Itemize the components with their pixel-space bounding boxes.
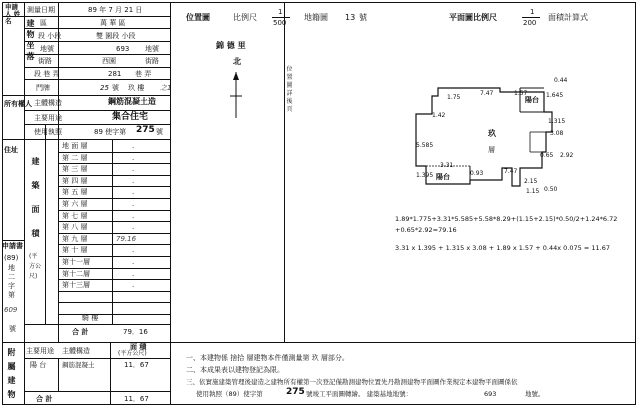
floor-row-value: . <box>132 200 135 208</box>
section-label: 段 小段 <box>38 32 62 40</box>
floor-row-value: . <box>132 246 135 255</box>
plan-scale-den: 200 <box>523 19 537 27</box>
location-scale-label: 比例尺 <box>233 13 257 22</box>
location-scale-den: 500 <box>273 19 287 27</box>
total-value: 79．16 <box>123 328 148 336</box>
north-arrow-icon <box>228 70 244 120</box>
sheet-suffix: 號 <box>359 13 367 22</box>
annex-area-unit: (平方公尺) <box>118 350 147 357</box>
license-value: 89 使字第 <box>94 128 127 136</box>
street-value: 西園 <box>102 57 116 65</box>
license-number: 275 <box>136 125 155 135</box>
door-floor: 玖 樓 <box>128 84 145 92</box>
applicant-label: 申請人 姓名 <box>5 3 21 25</box>
plan-dimension-label: 1.57 <box>514 90 528 97</box>
plan-dimension-label: 2.92 <box>560 152 574 159</box>
license-suffix: 號 <box>156 128 163 136</box>
arcade-label: 騎 樓 <box>82 314 99 322</box>
area-side-label-3: 號 <box>9 325 16 333</box>
floor-row-name: 第 十 層 <box>62 246 88 255</box>
address-label: 住址 <box>4 146 18 154</box>
floor-row-name: 第 三 層 <box>62 165 88 174</box>
plan-dimension-label: 1.42 <box>432 112 446 119</box>
document-frame <box>2 2 636 405</box>
district-label: 區 <box>40 19 47 27</box>
floor-row-value: . <box>132 258 135 266</box>
plan-dimension-label: 0.93 <box>470 170 484 177</box>
room-label-floor: 玖 <box>488 129 496 138</box>
plan-dimension-label: 1.395 <box>416 172 434 179</box>
plan-dimension-label: 7.47 <box>504 168 518 175</box>
plan-dimension-label: 0.65 <box>540 152 554 159</box>
structure-label: 主體構造 <box>34 99 62 107</box>
annex-side-label: 附屬建物 <box>7 348 16 399</box>
door-no-value: 25 <box>100 84 109 92</box>
note-2: 二、本成果表以建物登記為限。 <box>186 366 284 374</box>
sheet-label: 地籍圖 <box>304 13 328 22</box>
floor-row-name: 第 七 層 <box>62 211 88 220</box>
lane-label: 段 巷 弄 <box>34 70 60 78</box>
annex-row-use: 陽 台 <box>30 361 47 369</box>
floor-row-value: . <box>132 176 135 185</box>
lot-value: 693 <box>116 45 130 53</box>
note-3-lot: 693 <box>484 390 497 398</box>
area-name: 錦 德 里 <box>216 41 246 50</box>
area-unit: (平方公尺) <box>29 253 42 280</box>
floor-plan-title: 平面圖比例尺 <box>449 13 497 22</box>
note-1: 一、本建物係 捨拾 層建物本件僅測量第 玖 層部分。 <box>186 354 349 362</box>
handwritten-number: 609 <box>4 306 18 314</box>
floor-row-name: 第 五 層 <box>62 188 88 197</box>
note-3b-license-no: 275 <box>286 387 305 397</box>
location-scale-num: 1 <box>278 8 283 16</box>
plan-dimension-label: 1.315 <box>548 118 566 125</box>
floor-row-value: . <box>132 153 135 162</box>
annex-row-area: 11．67 <box>124 361 149 369</box>
area-side-label-2: 地二字第 <box>8 264 15 299</box>
annex-total-label: 合 計 <box>36 395 53 403</box>
floor-row-value: 79.16 <box>116 234 137 243</box>
balcony-label-bottom: 陽台 <box>436 173 450 181</box>
lot-suffix: 地號 <box>145 45 159 53</box>
owner-label: 所有權人 <box>4 100 32 108</box>
annex-area-label: 面 積 <box>130 343 147 351</box>
formula-line-2: +0.65*2.92=79.16 <box>395 226 457 234</box>
survey-date-value: 89 年 7 月 21 日 <box>88 6 143 14</box>
door-no-label: 門牌 <box>36 84 50 92</box>
section-value: 雙 園段 小段 <box>96 32 136 40</box>
floor-row-value: . <box>132 188 135 197</box>
floor-row-name: 第 六 層 <box>62 200 88 208</box>
room-label-layer: 層 <box>488 146 495 154</box>
sheet-number: 13 <box>345 13 356 22</box>
floor-row-name: 地 面 層 <box>62 142 88 150</box>
floor-row-name: 第 四 層 <box>62 176 88 185</box>
use-label: 主要用途 <box>34 114 62 122</box>
plan-dimension-label: 7.47 <box>480 90 494 97</box>
street-label: 街路 <box>38 57 52 65</box>
note-3a: 三、依實施建築管理後建造之建物所有權第一次登記僅勘測建物位置先丹勘測建物平面圖作業規定本建物平面圖係依 <box>186 378 518 386</box>
annex-total-value: 11．67 <box>124 395 149 403</box>
location-map-title: 位置圖 <box>186 13 210 22</box>
plan-scale-num: 1 <box>530 8 535 16</box>
plan-dimension-label: 3.08 <box>550 130 564 137</box>
plan-dimension-label: 2.15 <box>524 178 538 185</box>
floor-row-value: . <box>132 211 135 220</box>
total-label: 合 計 <box>72 328 89 336</box>
location-note: 位置圖詳後頁 <box>286 66 293 113</box>
floor-row-name: 第十一層 <box>62 258 90 266</box>
use-value: 集合住宅 <box>112 112 149 122</box>
floor-row-name: 第 九 層 <box>62 234 88 243</box>
plan-dimension-label: 5.585 <box>416 142 434 149</box>
floor-row-name: 第十二層 <box>62 269 90 278</box>
lane-suffix: 巷 弄 <box>135 70 152 78</box>
plan-dimension-label: 3.31 <box>440 162 454 169</box>
floor-row-value: . <box>132 142 135 150</box>
north-label: 北 <box>233 57 241 66</box>
floor-row-name: 第 二 層 <box>62 153 88 162</box>
door-no-suffix: 號 <box>112 84 119 92</box>
floor-row-value: . <box>132 223 135 232</box>
survey-date-label: 測量日期 <box>27 6 55 14</box>
annex-row-struct: 鋼筋混凝土 <box>62 361 95 369</box>
note-3b: 使用執照（89）使字第 <box>196 390 263 398</box>
floor-row-value: . <box>132 269 135 278</box>
floor-row-value: . <box>132 165 135 174</box>
lane-value: 281 <box>108 70 122 78</box>
note-3-lot-suffix: 地號。 <box>525 390 545 398</box>
floor-row-name: 第 八 層 <box>62 223 88 232</box>
balcony-label-top: 陽台 <box>525 96 539 104</box>
door-handwritten: 之1 <box>160 84 172 92</box>
registrar-label: 申請書 <box>2 242 23 250</box>
note-3b-tail: 號竣工平面圖轉繪。 建築基地地號： <box>306 390 413 398</box>
district-value: 萬 華 區 <box>100 19 126 27</box>
formula-line-3: 3.31 x 1.395 + 1.315 x 3.08 + 1.89 x 1.57 + 0.44x 0.075 = 11.67 <box>395 244 610 252</box>
plan-dimension-label: 1.645 <box>546 92 564 99</box>
plan-dimension-label: 0.44 <box>554 77 568 84</box>
plan-dimension-label: 1.75 <box>447 94 461 101</box>
plan-dimension-label: 0.50 <box>544 186 558 193</box>
location-side-label: 建物坐落 <box>26 19 35 61</box>
formula-line-1: 1.89*1.775+3.31*5.585+5.58*8.29+(1.15+2.15)*0.50/2+1.24*6.72 <box>395 215 618 223</box>
floor-row-name: 第十三層 <box>62 281 90 290</box>
plan-dimension-label: 1.15 <box>526 188 540 195</box>
registrar-number: (89) <box>4 254 19 262</box>
license-label: 使用執照 <box>34 128 62 136</box>
floor-row-value: . <box>132 281 135 290</box>
lot-label: 地號 <box>40 45 54 53</box>
structure-value: 鋼筋混凝土造 <box>108 97 156 106</box>
street-suffix: 街路 <box>145 57 159 65</box>
annex-struct-label: 主體構造 <box>62 347 90 355</box>
area-calc-label: 面積計算式 <box>548 13 588 22</box>
area-side-label: 建 築 面 積 <box>31 157 40 238</box>
annex-use-label: 主要用途 <box>26 347 54 355</box>
